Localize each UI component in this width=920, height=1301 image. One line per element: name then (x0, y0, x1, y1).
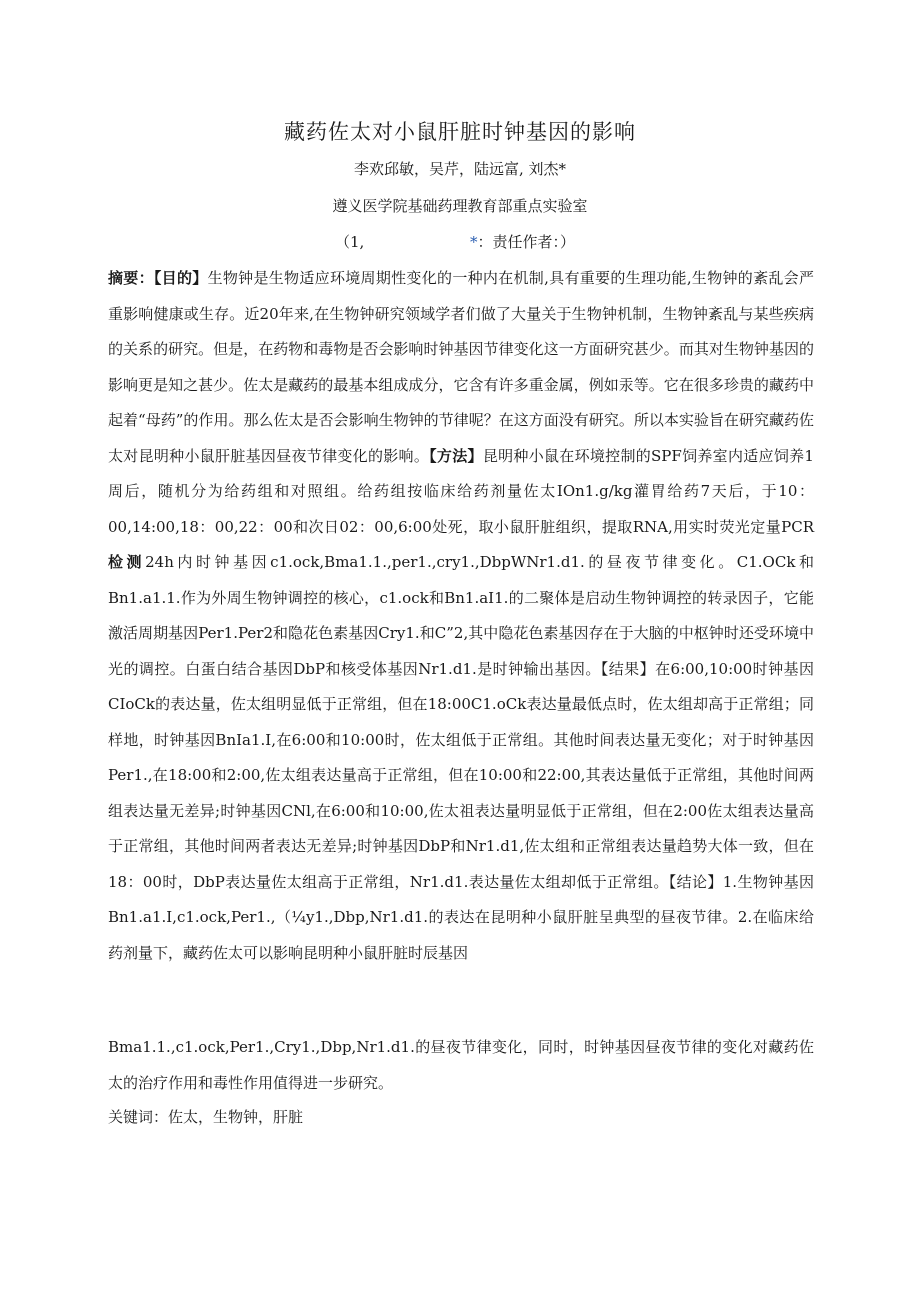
author-list: 李欢邱敏，吴芹，陆远富, 刘杰* (353, 160, 567, 178)
author-note (0, 231, 920, 253)
corresponding-star: * (470, 233, 478, 251)
note-corresponding-label: ：责任作者：） (477, 233, 576, 251)
note-right (470, 231, 575, 253)
objective-label: 【目的】 (153, 269, 208, 287)
methods-text-b: 24h内时钟基因c1.ock,Bma1.1.,per1.,cry1.,DbpWNr1.d1.的昼夜节律变化。C1.OCk和Bn1.a1.1.作为外周生物钟调控的核心，c1.ock和Bn1.aI1.的二聚体是启动生物钟调控的转录因子，它能激活周期基因Per1.Per2和隐花色素基因Cry1.和C”2,其中隐花色素基因存在于大脑的中枢钟时还受环境中光的调控。白蛋白结合基因DbP和核受体基因Nr1.d1.是时钟输出基因。 (108, 553, 814, 678)
methods-text-a: 昆明种小鼠在环境控制的SPF饲养室内适应饲养1周后，随机分为给药组和对照组。给药组按临床给药剂量佐太IOn1.g/kg灌胃给药7天后，于10：00,14:00,18：00,22：00和次日02：00,6:00处死，取小鼠肝脏组织，提取RNA,用实时荧光定量PCR (108, 446, 814, 536)
results-label: 【结果】 (600, 659, 656, 678)
abstract-paragraph (108, 261, 814, 971)
abstract-label: 摘要： (108, 269, 154, 287)
conclusion-label: 【结论】 (668, 872, 723, 891)
affiliation: 遵义医学院基础药理教育部重点实验室 (332, 197, 588, 215)
keywords-line: 关键词：佐太，生物钟，肝脏 (108, 1108, 304, 1126)
methods-label: 【方法】 (429, 446, 483, 465)
methods-bold-word: 检测 (108, 553, 146, 571)
results-text: 在6:00,10:00时钟基因CIoCk的表达量，佐太组明显低于正常组，但在18:00C1.oCk表达量最低点时，佐太组却高于正常组；同样地，时钟基因BnIa1.I,在6:00和10:00时，佐太组低于正常组。其他时间表达量无变化；对于时钟基因Per1.,在18:00和2:00,佐太组表达量高于正常组，但在10:00和22:00,其表达量低于正常组，其他时间两组表达量无差异;时钟基因CNl,在6:00和10:00,佐太祖表达量明显低于正常组，但在2:00佐太组表达量高于正常组，其他时间两者表达无差异;时钟基因DbP和Nr1.d1,佐太组和正常组表达量趋势大体一致，但在18：00时，DbP表达量佐太组高于正常组，Nr1.d1.表达量佐太组却低于正常组。 (108, 659, 814, 891)
note-left: （1, (335, 233, 365, 251)
conclusion-text: 1.生物钟基因Bn1.a1.I,c1.ock,Per1.,（¼y1.,Dbp,Nr1.d1.的表达在昆明种小鼠肝脏呈典型的昼夜节律。2.在临床给药剂量下，藏药佐太可以影响昆明种小鼠肝脏时辰基因 (108, 872, 814, 962)
paper-title: 藏药佐太对小鼠肝脏时钟基因的影响 (284, 120, 636, 144)
objective-text: 生物钟是生物适应环境周期性变化的一种内在机制,具有重要的生理功能,生物钟的紊乱会严重影响健康或生存。近20年来,在生物钟研究领域学者们做了大量关于生物钟机制，生物钟紊乱与某些疾病的关系的研究。但是，在药物和毒物是否会影响时钟基因节律变化这一方面研究甚少。而其对生物钟基因的影响更是知之甚少。佐太是藏药的最基本组成成分，它含有许多重金属，例如汞等。它在很多珍贵的藏药中起着“母药”的作用。那么佐太是否会影响生物钟的节律呢？在这方面没有研究。所以本实验旨在研究藏药佐太对昆明种小鼠肝脏基因昼夜节律变化的影响。 (108, 269, 814, 465)
abstract-continuation: Bma1.1.,c1.ock,Per1.,Cry1.,Dbp,Nr1.d1.的昼夜节律变化，同时，时钟基因昼夜节律的变化对藏药佐太的治疗作用和毒性作用值得进一步研究。 (108, 1038, 814, 1092)
